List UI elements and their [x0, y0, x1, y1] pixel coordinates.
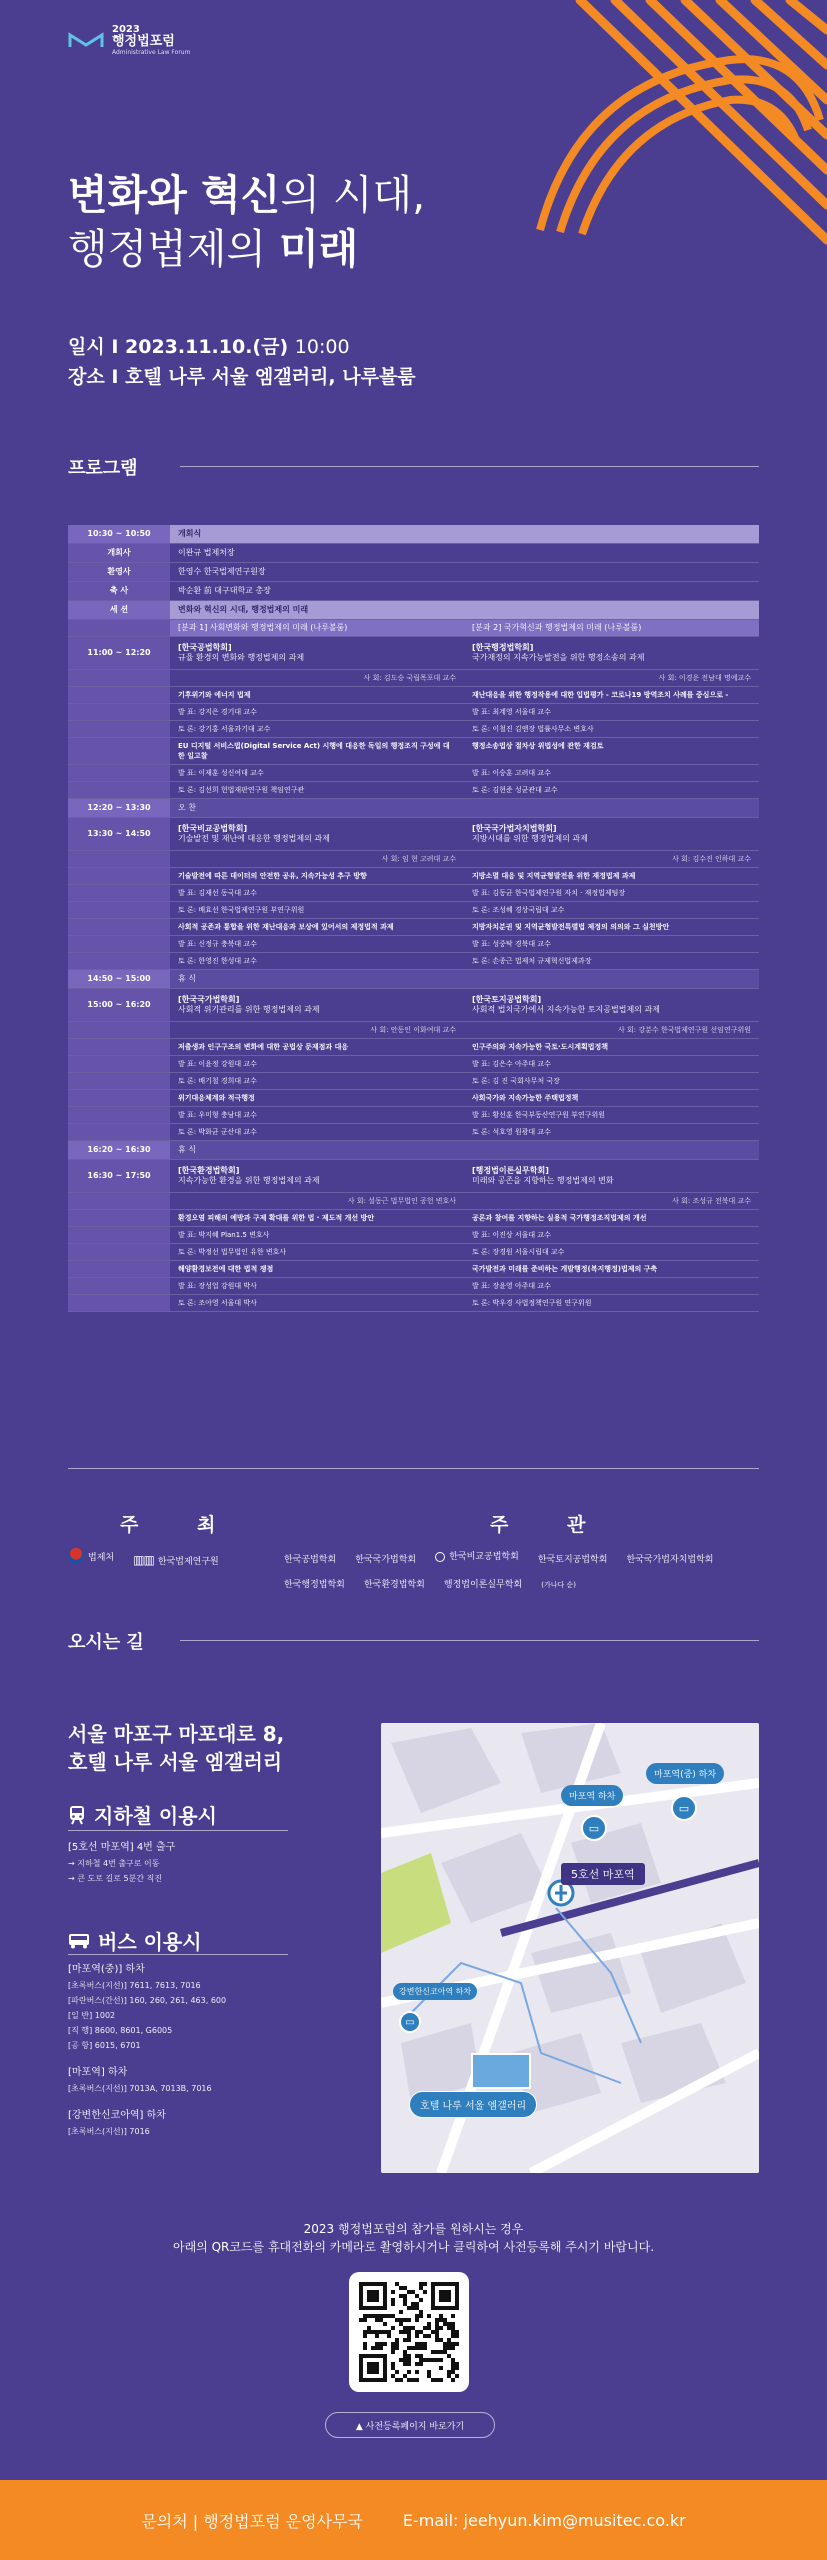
session-right [464, 1160, 759, 1192]
time-cell [68, 782, 170, 798]
logo-mark-icon [68, 31, 104, 49]
qr-code[interactable] [349, 2272, 469, 2392]
time-cell [68, 1107, 170, 1123]
order-note: (가나다 순) [541, 1581, 576, 1589]
organizer-title: 주 관 [490, 1514, 612, 1536]
moderator: 사 회: 강분수 한국법제연구원 선임연구위원 [618, 1026, 751, 1034]
taeguk-icon [68, 1548, 84, 1564]
table-row [68, 1295, 759, 1312]
table-row [68, 704, 759, 721]
talk-person: 토 론: 장경원 서울시립대 교수 [472, 1248, 565, 1256]
table-row [68, 563, 759, 582]
table-row [68, 582, 759, 601]
talk-title: 지방소멸 대응 및 지역균형발전을 위한 재정법제 과제 [472, 872, 636, 880]
time-cell: 13:30 ~ 14:50 [68, 818, 170, 850]
footer [0, 2480, 827, 2560]
talk-person: 토 론: 배기철 경희대 교수 [178, 1077, 257, 1085]
talk-title: 기후위기와 에너지 법제 [178, 691, 251, 699]
organizer-name: 한국비교공법학회 [449, 1552, 519, 1562]
session-right [464, 637, 759, 669]
logo-name: 행정법포럼 [112, 34, 175, 49]
session-detail-block [68, 1210, 759, 1312]
session-right [464, 989, 759, 1021]
bus-stop-pin-icon: ▭ [399, 2011, 421, 2033]
row-text: 개회식 [170, 525, 759, 543]
organizer-name: 행정법이론실무학회 [443, 1580, 523, 1590]
talk-title: 재난대응을 위한 행정작용에 대한 입법평가 - 코로나19 방역조치 사례를 중심으로 - [472, 691, 729, 699]
bus-route: [파란버스(간선)] 160, 260, 261, 463, 600 [68, 1996, 227, 2005]
talk-person: 토 론: 석호영 원광대 교수 [472, 1128, 551, 1136]
row-text: 휴 식 [170, 970, 759, 988]
subway-line: [5호선 마포역] 4번 출구 [68, 1842, 176, 1853]
table-row [68, 1210, 759, 1227]
talk-person: 발 표: 장성업 강원대 박사 [178, 1282, 257, 1290]
time-cell: 세 션 [68, 601, 170, 619]
talk-person: 발 표: 이승훈 고려대 교수 [472, 769, 551, 777]
directions-divider [180, 1640, 759, 1641]
logo-sub: Administrative Law Forum [112, 49, 191, 56]
table-row [68, 1261, 759, 1278]
talk-person: 토 론: 한영진 한성대 교수 [178, 957, 257, 965]
time-cell [68, 765, 170, 781]
organizer-name: 한국공법학회 [284, 1555, 337, 1565]
session-org: [한국국가법자치법학회] [472, 824, 557, 833]
time-cell [68, 1073, 170, 1089]
hotel-building-icon [471, 2053, 531, 2089]
bus-route: [초록버스(지선)] 7611, 7613, 7016 [68, 1981, 201, 1990]
talk-person: 발 표: 박지혜 Plan1.5 변호사 [178, 1231, 270, 1239]
table-row [68, 936, 759, 953]
subway-icon [68, 1805, 86, 1825]
bus-info [68, 1962, 226, 2139]
row-text: 오 찬 [170, 799, 759, 817]
session-topic: 지속가능한 환경을 위한 행정법제의 과제 [178, 1176, 320, 1185]
session-left [170, 637, 464, 669]
date-value: 2023.11.10.(금) [125, 336, 295, 358]
talk-person: 토 론: 강기홍 서울과기대 교수 [178, 725, 271, 733]
row-text: 이완규 법제처장 [178, 548, 235, 557]
talk-title: 지방자치분권 및 지역균형발전특별법 제정의 의의와 그 실천방안 [472, 923, 670, 931]
time-cell [68, 1244, 170, 1260]
talk-person: 토 론: 조아영 서울대 박사 [178, 1299, 257, 1307]
time-cell: 11:00 ~ 12:20 [68, 637, 170, 669]
moderator: 사 회: 안동인 이화여대 교수 [370, 1026, 456, 1034]
map-stop-label: 강변한신코아역 하차 [393, 1983, 477, 2000]
session-org: [행정법이론실무학회] [472, 1166, 549, 1175]
moderator: 사 회: 김수진 인하대 교수 [672, 855, 751, 863]
table-row [68, 721, 759, 738]
talk-person: 토 론: 박정선 법무법인 유한 변호사 [178, 1248, 287, 1256]
table-row [68, 885, 759, 902]
session-left [170, 818, 464, 850]
talk-person: 발 표: 황선훈 한국부동산연구원 부연구위원 [472, 1111, 605, 1119]
time-cell: 10:30 ~ 10:50 [68, 525, 170, 543]
decorative-stripes [520, 0, 827, 260]
subway-divider [68, 1830, 288, 1831]
time-cell: 15:00 ~ 16:20 [68, 989, 170, 1021]
bus-route: [공 항] 6015, 6701 [68, 2041, 141, 2050]
table-row [68, 1193, 759, 1210]
bus-heading [68, 1926, 202, 1955]
session-topic: 규율 환경의 변화와 행정법제의 과제 [178, 653, 305, 662]
bus-title: 버스 이용시 [98, 1930, 202, 1954]
address [68, 1720, 284, 1776]
talk-title: 해양환경보전에 대한 법적 쟁점 [178, 1265, 274, 1273]
event-info [68, 332, 416, 392]
row-text: 박순환 前 대구대학교 총장 [178, 586, 271, 595]
organizer-logo [444, 1574, 522, 1596]
time-cell [68, 687, 170, 703]
organizer-name: 한국행정법학회 [284, 1580, 345, 1590]
session-topic: 사회적 법치국가에서 지속가능한 토지공법법제의 과제 [472, 1005, 660, 1014]
orgs-divider [68, 1468, 759, 1469]
organizer-name: 한국국가법학회 [355, 1555, 417, 1565]
talk-title: 사회국가와 지속가능한 주택법정책 [472, 1094, 579, 1102]
session-left [170, 989, 464, 1021]
time-cell: 12:20 ~ 13:30 [68, 799, 170, 817]
table-row [68, 544, 759, 563]
talk-person: 발 표: 김동균 한국법제연구원 자치 · 재정법제팀장 [472, 889, 626, 897]
hero-bold-2: 미래 [279, 225, 359, 273]
bus-route: [초록버스(지선)] 7016 [68, 2127, 150, 2136]
subway-step: → 큰 도로 길로 5분간 직진 [68, 1874, 163, 1883]
bus-route: [초록버스(지선)] 7013A, 7013B, 7016 [68, 2084, 212, 2093]
table-row [68, 670, 759, 687]
table-row [68, 1022, 759, 1039]
organizer-logo [284, 1549, 336, 1571]
talk-person: 토 론: 김현준 성균관대 교수 [472, 786, 558, 794]
table-row [68, 799, 759, 818]
time-cell [68, 1056, 170, 1072]
track-left: [분과 1] 사회변화와 행정법제의 미래 (나루볼룸) [170, 620, 464, 636]
table-row [68, 637, 759, 670]
bus-icon [68, 1933, 90, 1949]
talk-title: 사회적 공존과 통합을 위한 재난대응과 보상에 있어서의 제정법적 과제 [178, 923, 394, 931]
hero-bold-1: 변화와 혁신 [68, 171, 281, 219]
subway-title: 지하철 이용시 [94, 1804, 217, 1828]
session-org: [한국비교공법학회] [178, 824, 248, 833]
organizer-logos [284, 1546, 759, 1596]
talk-person: 토 론: 배효선 한국법제연구원 부연구위원 [178, 906, 305, 914]
time-cell [68, 902, 170, 918]
time-cell: 14:50 ~ 15:00 [68, 970, 170, 988]
register-page-button[interactable]: ▲ 사전등록페이지 바로가기 [325, 2412, 495, 2438]
time-cell [68, 936, 170, 952]
host-logo [133, 1553, 219, 1567]
time-cell [68, 919, 170, 935]
organizer-logo [435, 1546, 519, 1568]
table-row [68, 851, 759, 868]
moderator: 사 회: 이경운 전남대 명예교수 [658, 674, 751, 682]
bus-stop-pin-icon: ▭ [581, 1815, 607, 1841]
time-cell [68, 1039, 170, 1055]
footer-contact: 문의처 | 행정법포럼 운영사무국 [141, 2511, 363, 2531]
time-cell: 16:20 ~ 16:30 [68, 1141, 170, 1159]
talk-person: 발 표: 성중탁 경북대 교수 [472, 940, 551, 948]
table-row [68, 868, 759, 885]
talk-person: 토 론: 박화균 군산대 교수 [178, 1128, 257, 1136]
footer-email[interactable]: E-mail: jeehyun.kim@musitec.co.kr [402, 2510, 686, 2530]
host-logo [68, 1548, 114, 1564]
table-row [68, 765, 759, 782]
time-cell [68, 885, 170, 901]
address-line: 호텔 나루 서울 엠갤러리 [68, 1750, 283, 1774]
time-cell [68, 620, 170, 636]
talk-person: 토 론: 김선희 헌법재판연구원 책임연구관 [178, 786, 305, 794]
talk-person: 발 표: 우미형 충남대 교수 [178, 1111, 257, 1119]
talk-title: EU 디지털 서비스법(Digital Service Act) 시행에 대응한 독일의 행정조직 구성에 대한 일고찰 [178, 742, 450, 760]
organizer-logo [364, 1574, 425, 1596]
register-text [0, 2220, 827, 2256]
talk-person: 토 론: 김 진 국회사무처 국장 [472, 1077, 560, 1085]
talk-person: 발 표: 신정규 충북대 교수 [178, 940, 257, 948]
row-text: 휴 식 [170, 1141, 759, 1159]
table-row [68, 902, 759, 919]
hero-text-1: 의 시대, [280, 171, 426, 219]
address-line: 서울 마포구 마포대로 8, [68, 1722, 285, 1746]
talk-person: 토 론: 박우경 사법정책연구원 연구위원 [472, 1299, 592, 1307]
talk-title: 저출생과 인구구조의 변화에 대한 공법상 문제점과 대응 [178, 1043, 349, 1051]
directions-title: 오시는 길 [68, 1632, 144, 1653]
date-label: 일시 I [68, 336, 126, 358]
bus-route: [일 반] 1002 [68, 2011, 116, 2020]
table-row [68, 989, 759, 1022]
talk-person: 발 표: 이재훈 성신여대 교수 [178, 769, 264, 777]
time-cell [68, 1193, 170, 1209]
map-hotel-label: 호텔 나루 서울 엠갤러리 [409, 2091, 537, 2118]
table-row [68, 1124, 759, 1141]
time-cell [68, 868, 170, 884]
table-row [68, 1244, 759, 1261]
table-row [68, 782, 759, 799]
track-right: [분과 2] 국가혁신과 행정법제의 미래 (나루볼룸) [464, 620, 759, 636]
talk-person: 발 표: 김재선 동국대 교수 [178, 889, 257, 897]
register-line: 2023 행정법포럼의 참가를 원하시는 경우 [303, 2222, 524, 2236]
time-cell [68, 704, 170, 720]
table-row [68, 620, 759, 637]
table-row [68, 1278, 759, 1295]
talk-person: 발 표: 이진상 서울대 교수 [472, 1231, 551, 1239]
table-row [68, 1073, 759, 1090]
location-map[interactable] [381, 1723, 759, 2173]
time-cell [68, 1022, 170, 1038]
table-row [68, 953, 759, 970]
session-org: [한국토지공법학회] [472, 995, 542, 1004]
talk-title: 인구주의와 지속가능한 국토·도시계획법정책 [472, 1043, 609, 1051]
time-cell [68, 1210, 170, 1226]
organizer-name: 한국환경법학회 [363, 1580, 425, 1590]
time-cell [68, 1090, 170, 1106]
talk-title: 환경오염 피해의 예방과 구제 확대를 위한 법 · 제도적 개선 방안 [178, 1214, 375, 1222]
time-cell [68, 1261, 170, 1277]
session-topic: 지방시대를 위한 행정법제의 과제 [472, 834, 588, 843]
map-stop-label: 마포역(중) 하차 [646, 1763, 724, 1784]
table-row [68, 738, 759, 765]
time-cell [68, 1124, 170, 1140]
talk-title: 행정소송법상 절차상 위법성에 관한 재검토 [472, 742, 604, 750]
session-detail-block [68, 868, 759, 970]
talk-person: 토 론: 손종근 법제처 규제혁신법제과장 [472, 957, 592, 965]
table-row [68, 1039, 759, 1056]
moderator: 사 회: 설동근 법무법인 공헌 변호사 [347, 1197, 456, 1205]
table-row [68, 919, 759, 936]
time-cell [68, 1278, 170, 1294]
forum-logo [68, 24, 190, 56]
register-line: 아래의 QR코드를 휴대전화의 카메라로 촬영하시거나 클릭하여 사전등록해 주시기 바랍니다. [172, 2240, 655, 2254]
time-cell [68, 1295, 170, 1311]
session-right [464, 818, 759, 850]
time-cell: 환영사 [68, 563, 170, 581]
moderator: 사 회: 임 현 고려대 교수 [381, 855, 456, 863]
organizer-logo [355, 1549, 416, 1571]
session-org: [한국국가법학회] [178, 995, 240, 1004]
host-logos [68, 1548, 268, 1568]
hero-title [68, 168, 425, 276]
host-name: 법제처 [88, 1552, 115, 1563]
table-row [68, 1090, 759, 1107]
session-topic: 사회적 위기관리를 위한 행정법제의 과제 [178, 1005, 320, 1014]
program-divider [180, 466, 759, 467]
map-station-label: 5호선 마포역 [561, 1863, 645, 1885]
table-row [68, 525, 759, 544]
subway-info [68, 1840, 175, 1886]
time-cell [68, 953, 170, 969]
bus-divider [68, 1954, 288, 1955]
session-org: [한국환경법학회] [178, 1166, 240, 1175]
organizer-logo [538, 1549, 608, 1571]
logo-year: 2023 [112, 24, 140, 35]
session-topic: 미래와 공존을 지향하는 행정법제의 변화 [472, 1176, 614, 1185]
hero-text-2: 행정법제의 [68, 225, 280, 273]
schedule-table [68, 525, 759, 1312]
talk-person: 발 표: 최계영 서울대 교수 [472, 708, 551, 716]
bus-stop-title: [마포역] 하차 [68, 2067, 128, 2078]
time-cell: 축 사 [68, 582, 170, 600]
place-value: 호텔 나루 서울 엠갤러리, 나루볼룸 [125, 366, 416, 388]
host-name: 한국법제연구원 [157, 1556, 219, 1567]
time-cell [68, 721, 170, 737]
qr-code-icon [359, 2282, 459, 2382]
table-row [68, 601, 759, 620]
bus-route: [직 행] 8600, 8601, G6005 [68, 2026, 173, 2035]
talk-title: 위기대응체계와 적극행정 [178, 1094, 255, 1102]
session-topic: 기술발전 및 재난에 대응한 행정법제의 과제 [178, 834, 330, 843]
place-label: 장소 I [68, 366, 126, 388]
session-topic: 국가재정의 지속가능발전을 위한 행정소송의 과제 [472, 653, 645, 662]
talk-title: 기술발전에 따른 데이터의 안전한 공유, 지속가능성 추구 방향 [178, 872, 367, 880]
session-detail-block [68, 687, 759, 799]
talk-person: 토 론: 조성혜 경상국립대 교수 [472, 906, 565, 914]
time-cell: 개회사 [68, 544, 170, 562]
talk-person: 발 표: 이윤정 강원대 교수 [178, 1060, 257, 1068]
columns-icon: ▥▥ [133, 1553, 154, 1567]
talk-person: 발 표: 강지은 경기대 교수 [178, 708, 257, 716]
host-title: 주 최 [120, 1514, 242, 1536]
bus-stop-title: [강변한신코아역] 하차 [68, 2110, 166, 2121]
talk-person: 토 론: 이철진 김앤장 법률사무소 변호사 [472, 725, 594, 733]
subway-step: → 지하철 4번 출구로 이동 [68, 1859, 160, 1868]
session-detail-block [68, 1039, 759, 1141]
time-cell [68, 738, 170, 764]
organizer-logo [627, 1549, 714, 1571]
table-row [68, 1141, 759, 1160]
organizer-name: 한국국가법자치법학회 [626, 1555, 714, 1565]
talk-title: 국가발전과 미래를 준비하는 개발행정(복지행정)법제의 구축 [472, 1265, 658, 1273]
map-stop-label: 마포역 하차 [561, 1785, 623, 1806]
bus-stop-pin-icon: ▭ [671, 1795, 697, 1821]
table-row [68, 1160, 759, 1193]
seal-icon [435, 1552, 445, 1562]
moderator: 사 회: 김도승 국립목포대 교수 [363, 674, 456, 682]
time-cell: 16:30 ~ 17:50 [68, 1160, 170, 1192]
table-row [68, 970, 759, 989]
table-row [68, 687, 759, 704]
moderator: 사 회: 조성규 전북대 교수 [672, 1197, 751, 1205]
subway-heading [68, 1800, 217, 1829]
table-row [68, 818, 759, 851]
program-title: 프로그램 [68, 458, 138, 479]
table-row [68, 1227, 759, 1244]
time-cell [68, 851, 170, 867]
talk-title: 공론과 참여를 지향하는 실용적 국가행정조직법제의 개선 [472, 1214, 647, 1222]
bus-stop-title: [마포역(중)] 하차 [68, 1964, 145, 1975]
table-row [68, 1107, 759, 1124]
talk-person: 발 표: 김은수 아주대 교수 [472, 1060, 551, 1068]
date-time: 10:00 [294, 336, 350, 358]
row-text: 한영수 한국법제연구원장 [178, 567, 266, 576]
organizer-name: 한국토지공법학회 [537, 1555, 608, 1565]
session-org: [한국행정법학회] [472, 643, 534, 652]
session-left [170, 1160, 464, 1192]
time-cell [68, 1227, 170, 1243]
row-text: 변화와 혁신의 시대, 행정법제의 미래 [170, 601, 759, 619]
organizer-logo [284, 1574, 345, 1596]
session-org: [한국공법학회] [178, 643, 232, 652]
talk-person: 발 표: 장윤영 아주대 교수 [472, 1282, 551, 1290]
table-row [68, 1056, 759, 1073]
time-cell [68, 670, 170, 686]
